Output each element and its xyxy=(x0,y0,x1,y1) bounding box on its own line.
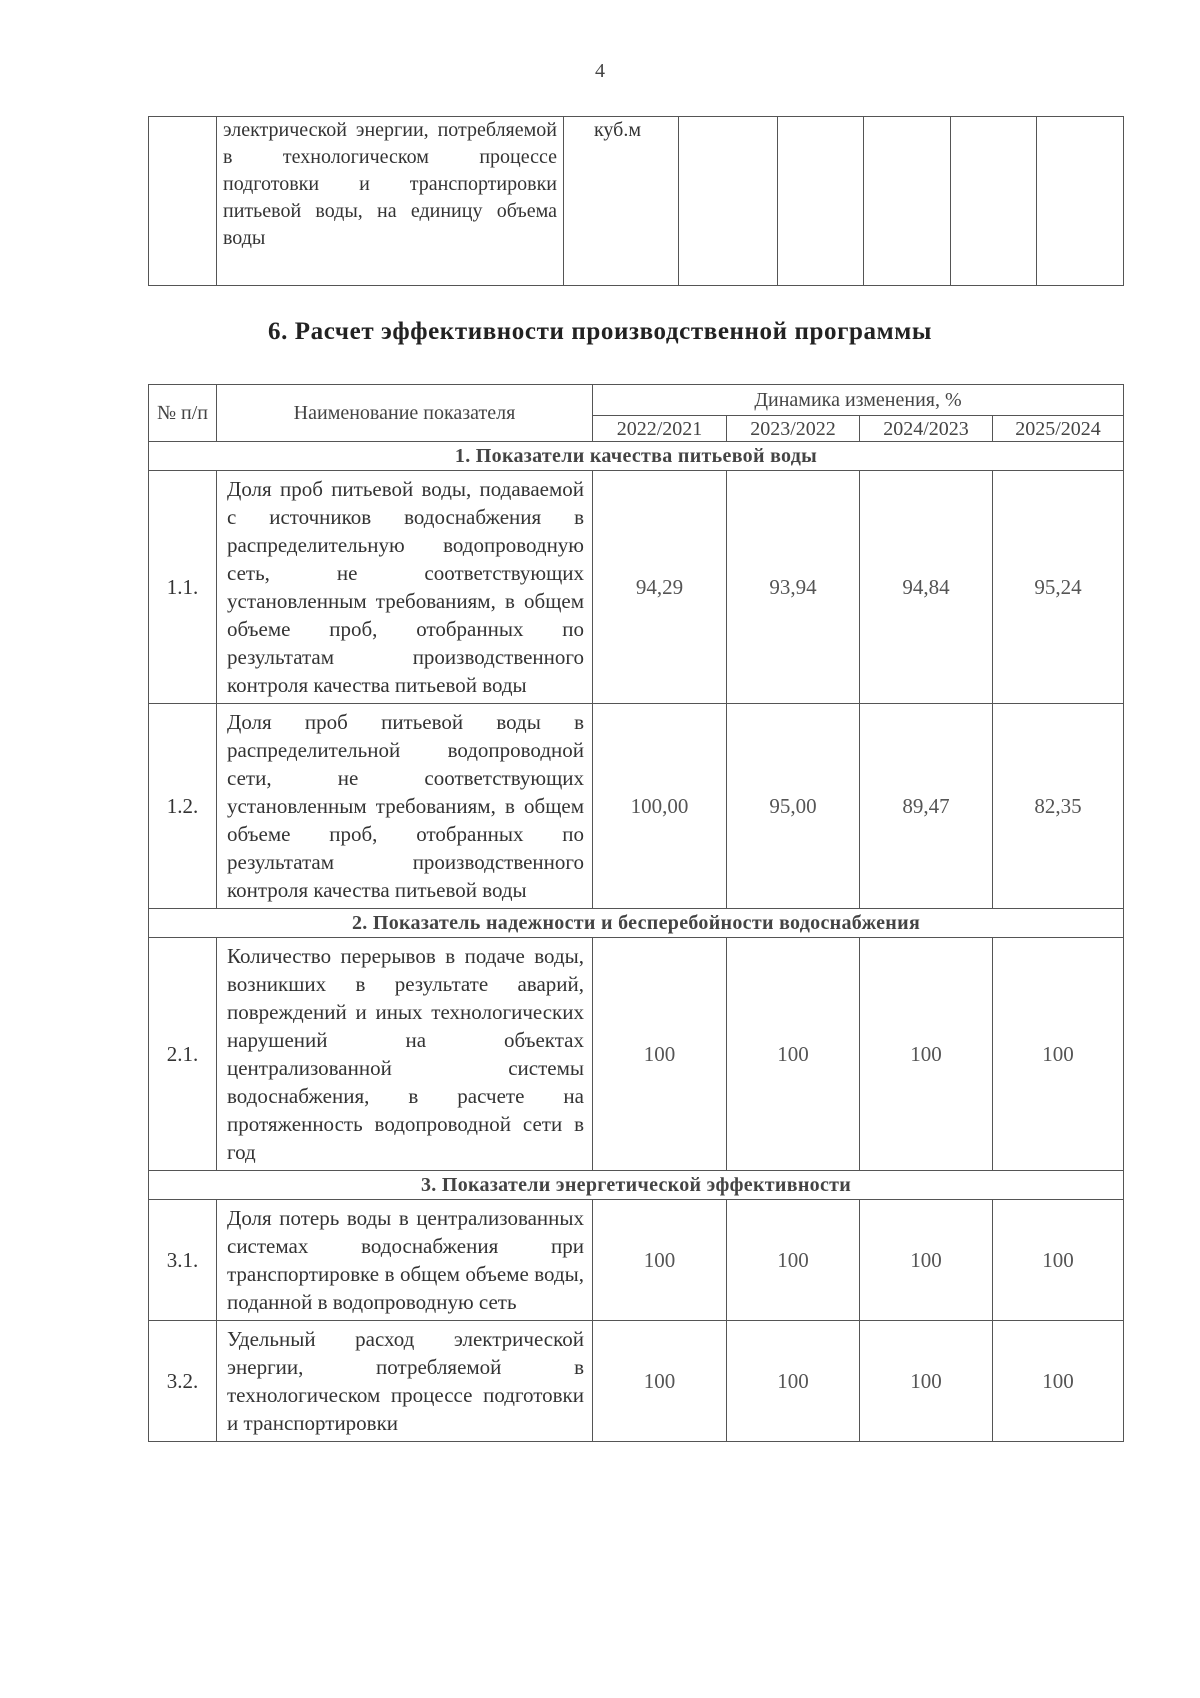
continuation-empty-cell xyxy=(679,117,778,286)
header-num: № п/п xyxy=(149,385,217,442)
row-value: 94,29 xyxy=(593,471,727,704)
row-number: 1.1. xyxy=(149,471,217,704)
row-value: 100 xyxy=(993,938,1124,1171)
row-value: 100 xyxy=(593,1321,727,1442)
row-value: 93,94 xyxy=(727,471,860,704)
header-year: 2022/2021 xyxy=(593,416,727,442)
continuation-row xyxy=(149,117,1124,286)
row-number: 3.1. xyxy=(149,1200,217,1321)
page-number: 4 xyxy=(595,60,605,82)
row-number: 1.2. xyxy=(149,704,217,909)
row-value: 100 xyxy=(727,1321,860,1442)
table-row xyxy=(149,938,1124,1171)
section-title: 6. Расчет эффективности производственной программы xyxy=(267,318,933,345)
row-number: 3.2. xyxy=(149,1321,217,1442)
efficiency-table xyxy=(148,384,1124,1442)
header-year: 2025/2024 xyxy=(993,416,1124,442)
group-title: 1. Показатели качества питьевой воды xyxy=(149,442,1124,471)
continuation-empty-cell xyxy=(951,117,1037,286)
row-value: 100 xyxy=(993,1321,1124,1442)
row-value: 100 xyxy=(593,938,727,1171)
continuation-unit: куб.м xyxy=(564,117,679,286)
continuation-table xyxy=(148,116,1124,286)
group-row xyxy=(149,1171,1124,1200)
row-value: 89,47 xyxy=(860,704,993,909)
header-dynamics: Динамика изменения, % xyxy=(593,385,1124,416)
group-row xyxy=(149,442,1124,471)
row-value: 82,35 xyxy=(993,704,1124,909)
row-number: 2.1. xyxy=(149,938,217,1171)
header-row xyxy=(149,385,1124,416)
table-row xyxy=(149,471,1124,704)
row-value: 100 xyxy=(860,1200,993,1321)
continuation-indicator-text: электрической энергии, потребляемой в технологическом процессе подготовки и транспортировки питьевой воды, на единицу объема воды xyxy=(217,117,564,286)
continuation-empty-cell xyxy=(864,117,951,286)
row-value: 100 xyxy=(993,1200,1124,1321)
row-value: 100 xyxy=(593,1200,727,1321)
row-value: 94,84 xyxy=(860,471,993,704)
row-value: 100 xyxy=(727,938,860,1171)
header-year: 2024/2023 xyxy=(860,416,993,442)
row-indicator-name: Удельный расход электрической энергии, потребляемой в технологическом процессе подготовки и транспортировки xyxy=(217,1321,593,1442)
row-value: 95,00 xyxy=(727,704,860,909)
header-year: 2023/2022 xyxy=(727,416,860,442)
header-name: Наименование показателя xyxy=(217,385,593,442)
row-indicator-name: Доля проб питьевой воды в распределительной водопроводной сети, не соответствующих установленным требованиям, в общем объеме проб, отобранных по результатам производственного контроля качества питьевой воды xyxy=(217,704,593,909)
row-indicator-name: Количество перерывов в подаче воды, возникших в результате аварий, повреждений и иных технологических нарушений на объектах централизованной системы водоснабжения, в расчете на протяженность водопроводной сети в год xyxy=(217,938,593,1171)
continuation-num-cell xyxy=(149,117,217,286)
group-title: 2. Показатель надежности и бесперебойности водоснабжения xyxy=(149,909,1124,938)
row-value: 100,00 xyxy=(593,704,727,909)
table-row xyxy=(149,1200,1124,1321)
row-value: 100 xyxy=(727,1200,860,1321)
row-value: 100 xyxy=(860,1321,993,1442)
row-indicator-name: Доля проб питьевой воды, подаваемой с источников водоснабжения в распределительную водопроводную сеть, не соответствующих установленным требованиям, в общем объеме проб, отобранных по результатам производственного контроля качества питьевой воды xyxy=(217,471,593,704)
table-row xyxy=(149,1321,1124,1442)
row-value: 95,24 xyxy=(993,471,1124,704)
continuation-empty-cell xyxy=(778,117,864,286)
continuation-empty-cell xyxy=(1037,117,1124,286)
row-indicator-name: Доля потерь воды в централизованных системах водоснабжения при транспортировке в общем объеме воды, поданной в водопроводную сеть xyxy=(217,1200,593,1321)
row-value: 100 xyxy=(860,938,993,1171)
group-title: 3. Показатели энергетической эффективности xyxy=(149,1171,1124,1200)
table-row xyxy=(149,704,1124,909)
group-row xyxy=(149,909,1124,938)
